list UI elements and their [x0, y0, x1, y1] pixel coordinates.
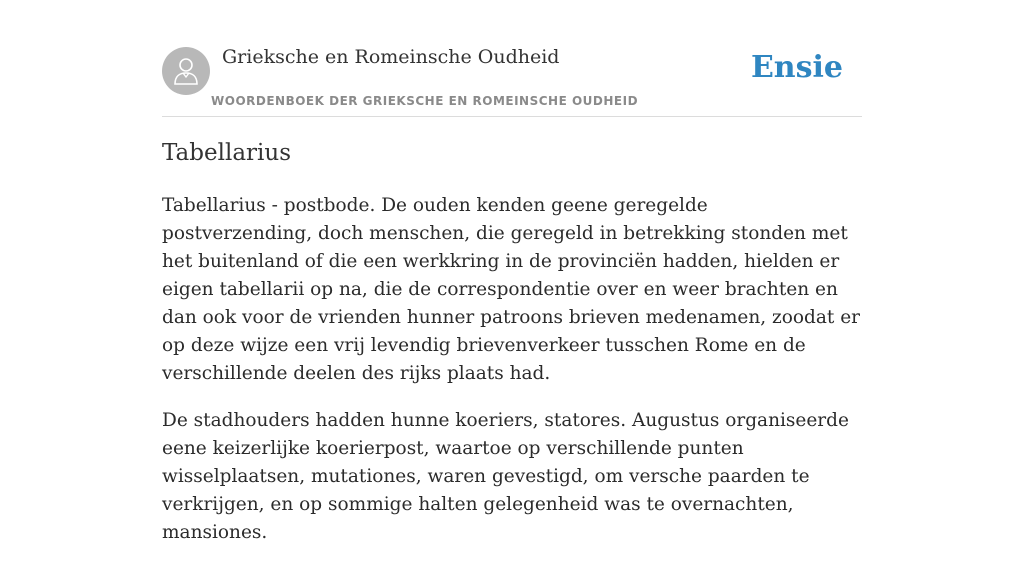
source-subtitle: WOORDENBOEK DER GRIEKSCHE EN ROMEINSCHE OUDHEID: [211, 94, 639, 108]
entry-title: Tabellarius: [162, 140, 291, 166]
source-avatar[interactable]: [162, 47, 210, 95]
ensie-logo[interactable]: Ensie: [750, 50, 843, 85]
source-header: [162, 46, 862, 117]
entry-paragraph: De stadhouders hadden hunne koeriers, statores. Augustus organiseerde eene keizerlijke koerierpost, waartoe op verschillende punten wisselplaatsen, mutationes, waren gevestigd, om versche paarden te verkrijgen, en op sommige halten gelegenheid was te overnachten, mansiones.: [162, 410, 849, 543]
entry-paragraph: Tabellarius - postbode. De ouden kenden geene geregelde postverzending, doch menschen, die geregeld in betrekking stonden met het buitenland of die een werkkring in de provinciën hadden, hielden er eigen tabellarii op na, die de correspondentie over en weer brachten en dan ook voor de vrienden hunner patroons brieven medenamen, zoodat er op deze wijze een vrij levendig brievenverkeer tusschen Rome en de verschillende deelen des rijks plaats had.: [162, 195, 861, 384]
user-icon: [174, 57, 198, 85]
entry-content: [162, 192, 862, 566]
source-title[interactable]: Grieksche en Romeinsche Oudheid: [222, 46, 560, 68]
